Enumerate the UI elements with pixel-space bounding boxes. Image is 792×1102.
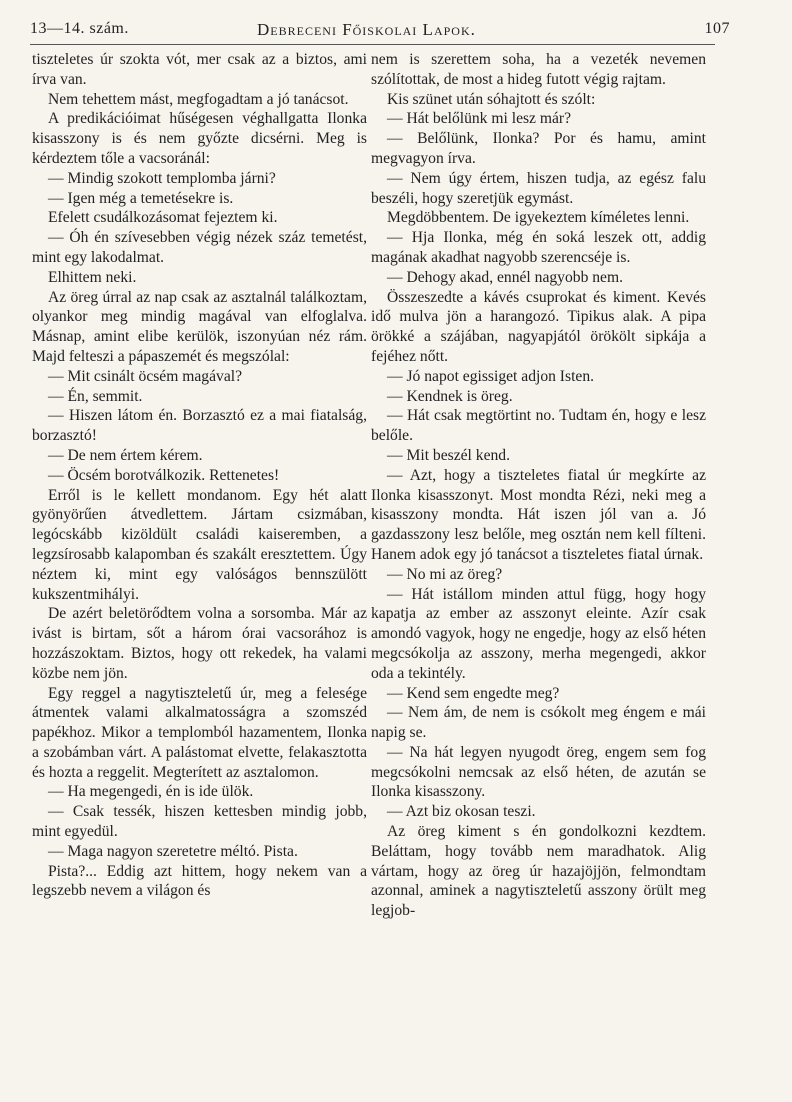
paragraph: — Maga nagyon szeretetre méltó. Pista.: [48, 842, 298, 860]
paragraph: — Öcsém borotválkozik. Rettenetes!: [48, 466, 280, 484]
paragraph: — Azt, hogy a tiszteletes fiatal úr megkírte az Ilonka kisasszonyt. Most mondta Rézi, neki meg a kisasszony mondta. Hát iszen jól van a. Jó gazdasszony lesz belőle, meg osztán nem kell fílteni. Hanem adok egy jó tanácsot a tiszteletes fiatal úrnak.: [371, 466, 706, 563]
page-number: 107: [704, 20, 730, 37]
paragraph: Összeszedte a kávés csuprokat és kiment. Kevés idő mulva jön a harangozó. Tipikus alak. A pipa örökké a szájában, nagyapjától örökölt sipkája a fejéhez nőtt.: [371, 288, 706, 365]
paragraph: — Hát belőlünk mi lesz már?: [387, 110, 572, 128]
paragraph: Nem tehettem mást, megfogadtam a jó tanácsot.: [48, 90, 349, 108]
paragraph: — Ha megengedi, én is ide ülök.: [48, 783, 254, 801]
paragraph: A predikációimat hűségesen véghallgatta Ilonka kisasszony is és nem győzte dicsérni. Meg is kérdeztem tőle a vacsoránál:: [32, 110, 367, 167]
paragraph: — Kend sem engedte meg?: [387, 684, 560, 702]
paragraph: — No mi az öreg?: [387, 565, 503, 583]
paragraph: Az öreg úrral az nap csak az asztalnál találkoztam, olyankor meg mindig magával van elfoglalva. Másnap, amint elibe kerülök, iszonyúan néz rám. Majd felteszi a pápaszemét és megszólal:: [32, 288, 367, 365]
paragraph: — Hiszen látom én. Borzasztó ez a mai fiatalság, borzasztó!: [32, 407, 367, 445]
paragraph: — Csak tessék, hiszen kettesben mindig jobb, mint egyedül.: [32, 803, 367, 841]
paragraph: — Igen még a temetésekre is.: [48, 189, 234, 207]
journal-title: Debreceni Főiskolai Lapok.: [257, 20, 476, 39]
paragraph: tiszteletes úr szokta vót, mer csak az a biztos, ami írva van.: [32, 51, 367, 88]
paragraph: — Belőlünk, Ilonka? Por és hamu, amint megvagyon írva.: [371, 130, 706, 167]
paragraph: — Nem ám, de nem is csókolt meg éngem e mái napig se.: [371, 704, 706, 742]
paragraph: De azért beletörődtem volna a sorsomba. Már az ivást is birtam, sőt a három órai vacsorához is hozzászoktam. Biztos, hogy ott rekedek, ha valami közbe nem jön.: [32, 605, 367, 682]
paragraph: Elhittem neki.: [48, 268, 137, 286]
paragraph: — Hát csak megtörtint no. Tudtam én, hogy e lesz belőle.: [371, 407, 706, 445]
paragraph: — Dehogy akad, ennél nagyobb nem.: [387, 268, 624, 286]
paragraph: Erről is le kellett mondanom. Egy hét alatt gyönyörűen átvedlettem. Jártam csizmában, legócskább kizöldült családi kaiseremben, a legzsírosabb kalapomban és szakált eresztettem. Úgy néztem ki, mint egy valóságos bennszülött kukszentmihályi.: [32, 486, 367, 603]
paragraph: Egy reggel a nagytiszteletű úr, meg a felesége átmentek valami alkalmatosságra a szomszéd papékhoz. Mikor a templomból hazamentem, Ilonka a szobámban várt. A palástomat elvette, felakasztotta és hozta a reggelit. Megterített az asztalomon.: [32, 684, 367, 781]
paragraph: — Nem úgy értem, hiszen tudja, az egész falu beszéli, hogy szeretjük egymást.: [371, 169, 706, 207]
paragraph: — Na hát legyen nyugodt öreg, engem sem fog megcsókolni nemcsak az első héten, de azután se Ilonka kisasszony.: [371, 743, 706, 801]
paragraph: Pista?... Eddig azt hittem, hogy nekem van a legszebb nevem a világon és: [32, 862, 367, 900]
paragraph: Az öreg kiment s én gondolkozni kezdtem. Beláttam, hogy tovább nem maradhatok. Alig vártam, hogy az öreg úr hazajöjjön, felmondtam azonnal, aminek a nagytiszteletű asszony örült meg legjob-: [371, 823, 706, 920]
paragraph: — Én, semmit.: [48, 387, 143, 405]
paragraph: nem is szerettem soha, ha a vezeték nevemen szólítottak, de most a hideg futott végig rajtam.: [371, 51, 706, 88]
header-rule: [30, 44, 715, 45]
paragraph: Kis szünet után sóhajtott és szólt:: [387, 90, 596, 108]
paragraph: — Mit beszél kend.: [387, 446, 510, 464]
left-column: [32, 50, 367, 901]
paragraph: — Azt biz okosan teszi.: [387, 803, 536, 821]
paragraph: Megdöbbentem. De igyekeztem kíméletes lenni.: [387, 209, 690, 227]
issue-number: 13—14. szám.: [30, 20, 129, 37]
paragraph: — De nem értem kérem.: [48, 446, 203, 464]
paragraph: Efelett csudálkozásomat fejeztem ki.: [48, 209, 278, 227]
paragraph: — Hát istállom minden attul függ, hogy hogy kapatja az ember az asszonyt eleinte. Azír csak amondó vagyok, hogy ne engedje, hogy az első héten megcsókolja az asszony, merha megengedi, akkor oda a tekintély.: [371, 585, 706, 682]
right-column: [371, 50, 706, 921]
paragraph: — Mindig szokott templomba járni?: [48, 169, 276, 187]
page-header: [30, 18, 730, 44]
paragraph: — Mit csinált öcsém magával?: [48, 367, 243, 385]
paragraph: — Jó napot egissiget adjon Isten.: [387, 367, 595, 385]
paragraph: — Óh én szívesebben végig nézek száz temetést, mint egy lakodalmat.: [32, 229, 367, 266]
paragraph: — Hja Ilonka, még én soká leszek ott, addig magának akadhat nagyobb szerencséje is.: [371, 229, 706, 266]
paragraph: — Kendnek is öreg.: [387, 387, 513, 405]
